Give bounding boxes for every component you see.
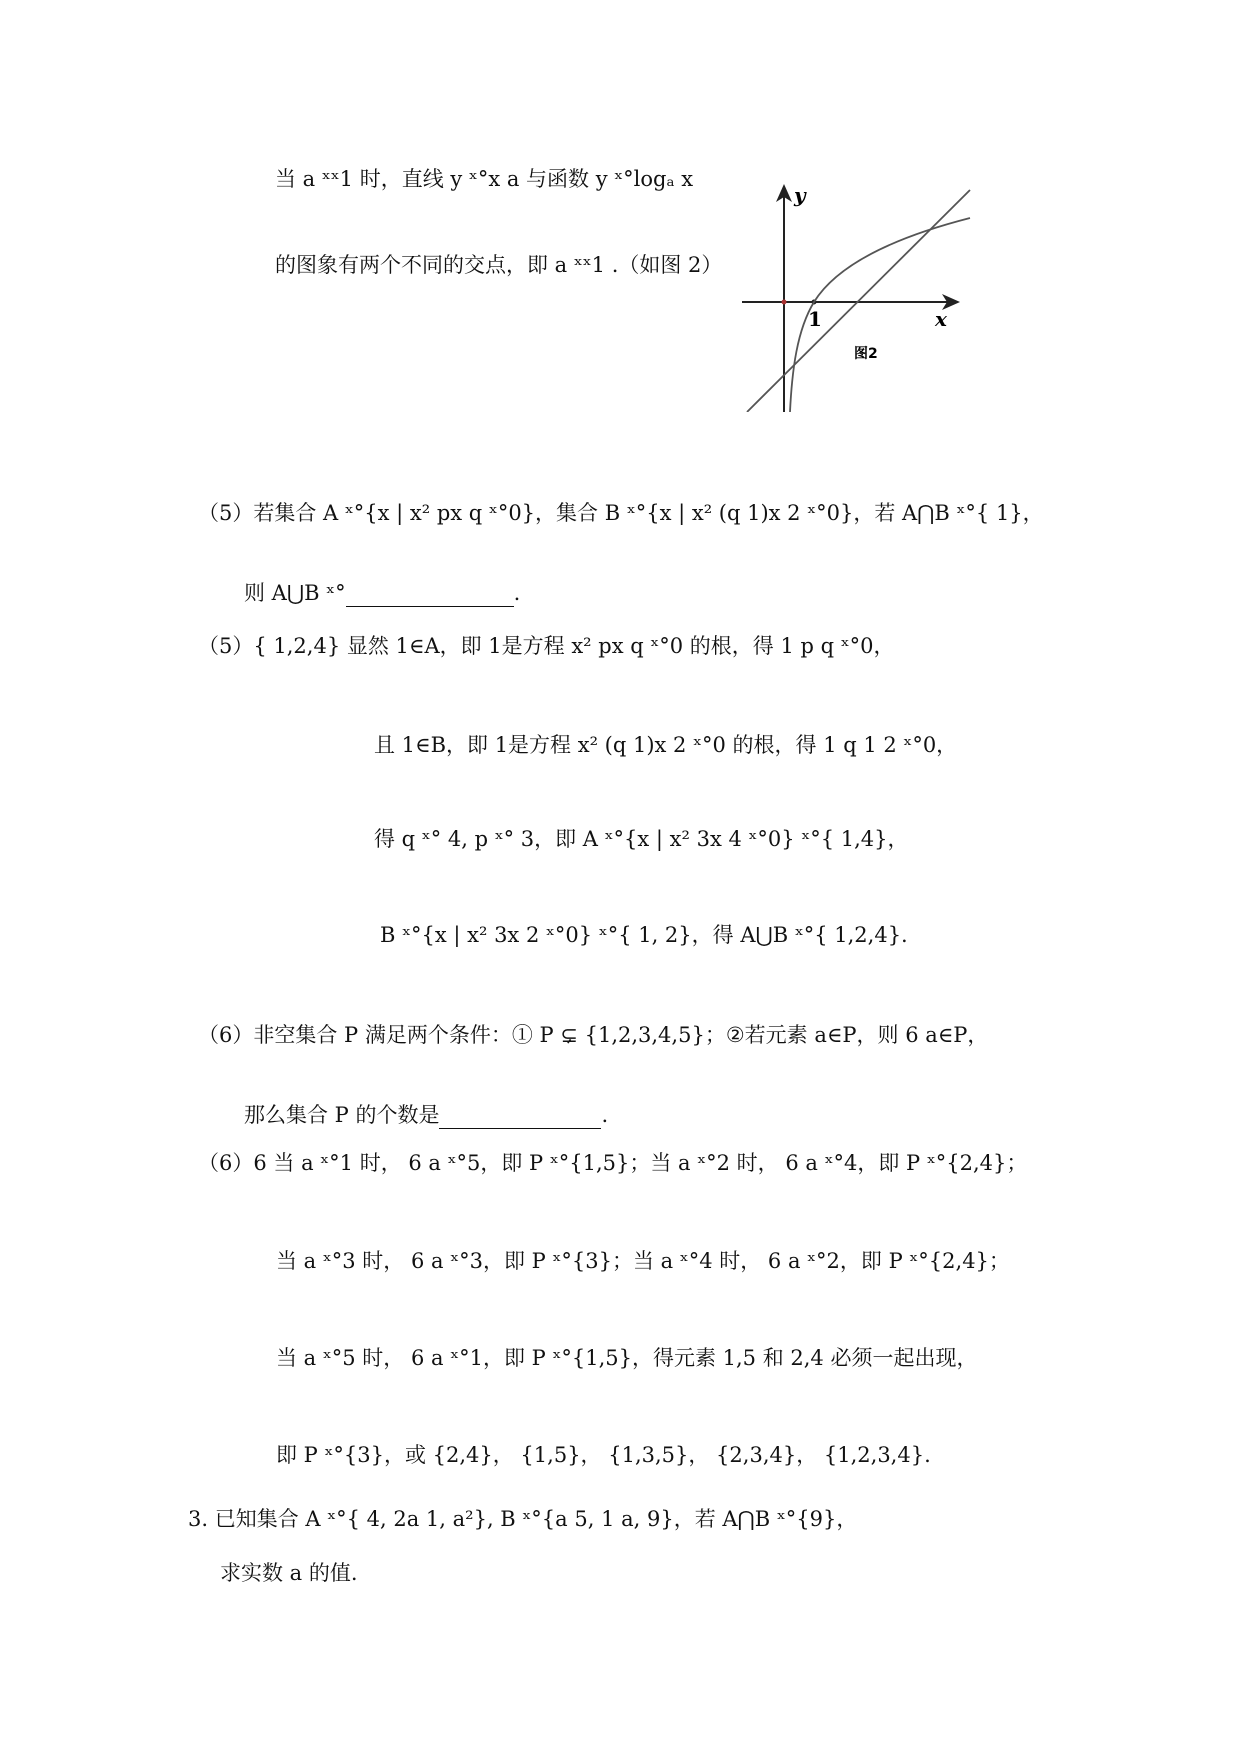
line-2: 的图象有两个不同的交点，即 a ˣˣ1 .（如图 2） (275, 253, 723, 277)
answer-5: （5）{ 1,2,4} 显然 1∈A，即 1是方程 x² px q ˣ°0 的根，得 1 p q ˣ°0， (198, 634, 895, 658)
origin-dot (782, 300, 787, 305)
period: . (513, 581, 521, 605)
question-6: （6）非空集合 P 满足两个条件：① P ⊊ {1,2,3,4,5}；②若元素 a∈P，则 6 a∈P， (198, 1023, 989, 1047)
answer-blank-6 (439, 1102, 601, 1129)
line-1: 当 a ˣˣ1 时，直线 y ˣ°x a 与函数 y ˣ°logₐ x (275, 167, 694, 191)
question-5-part-2 (244, 580, 520, 607)
question-5-prompt: 则 A⋃B ˣ° (244, 581, 346, 605)
y-axis-label: y (794, 183, 806, 207)
answer-6-line-3: 当 a ˣ°5 时， 6 a ˣ°1，即 P ˣ°{1,5}，得元素 1,5 和 2,4 必须一起出现， (276, 1346, 978, 1370)
question-5: （5）若集合 A ˣ°{x | x² px q ˣ°0}，集合 B ˣ°{x | x² (q 1)x 2 ˣ°0}，若 A⋂B ˣ°{ 1}， (198, 501, 1044, 525)
x-axis-label: x (935, 307, 947, 331)
tick-label-1: 1 (808, 307, 822, 331)
period: . (601, 1103, 609, 1127)
answer-5-line-4: B ˣ°{x | x² 3x 2 ˣ°0} ˣ°{ 1, 2}，得 A⋃B ˣ°{ 1,2,4}. (380, 923, 908, 947)
answer-6-line-4: 即 P ˣ°{3}，或 {2,4}， {1,5}， {1,3,5}， {2,3,4}， {1,2,3,4}. (276, 1443, 931, 1467)
figure-caption: 图2 (854, 346, 878, 362)
answer-6: （6）6 当 a ˣ°1 时， 6 a ˣ°5，即 P ˣ°{1,5}；当 a ˣ°2 时， 6 a ˣ°4，即 P ˣ°{2,4}； (198, 1151, 1028, 1175)
problem-3-part-2: 求实数 a 的值. (220, 1561, 358, 1585)
figure-2-graph (742, 180, 982, 412)
answer-blank-5 (346, 580, 514, 607)
question-6-part-2 (244, 1102, 608, 1129)
answer-6-line-2: 当 a ˣ°3 时， 6 a ˣ°3，即 P ˣ°{3}；当 a ˣ°4 时， 6 a ˣ°2，即 P ˣ°{2,4}； (276, 1249, 1010, 1273)
answer-5-line-2: 且 1∈B，即 1是方程 x² (q 1)x 2 ˣ°0 的根，得 1 q 1 2 ˣ°0， (374, 733, 958, 757)
question-6-prompt: 那么集合 P 的个数是 (244, 1103, 440, 1127)
problem-3: 3. 已知集合 A ˣ°{ 4, 2a 1, a²}, B ˣ°{a 5, 1 a, 9}，若 A⋂B ˣ°{9}， (188, 1507, 858, 1531)
answer-5-line-3: 得 q ˣ° 4, p ˣ° 3，即 A ˣ°{x | x² 3x 4 ˣ°0} ˣ°{ 1,4}， (374, 827, 909, 851)
